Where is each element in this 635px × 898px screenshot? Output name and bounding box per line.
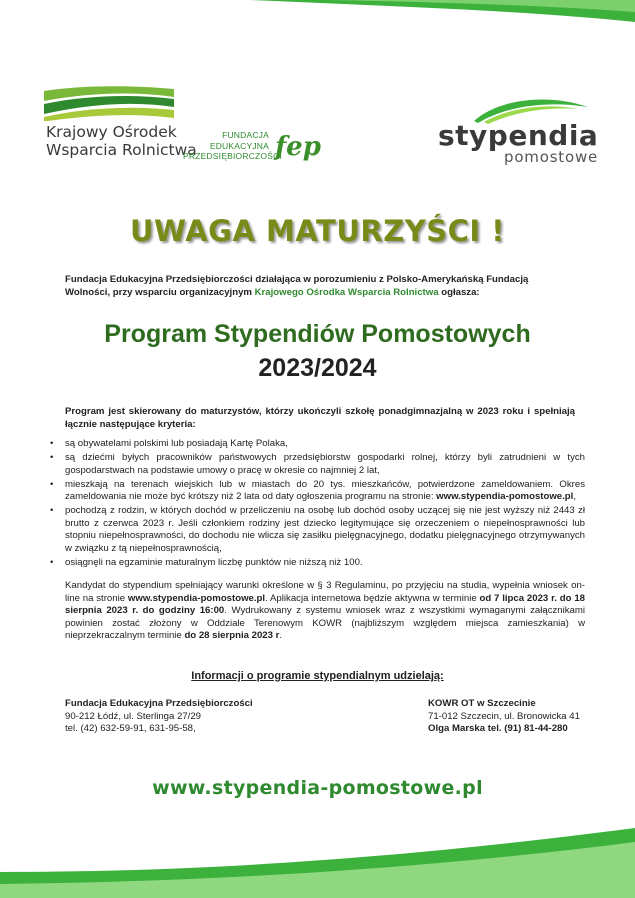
- bullet-icon: •: [50, 556, 54, 568]
- bullet-icon: •: [50, 505, 54, 516]
- contact-fep: [65, 698, 325, 736]
- kowr-logo: [42, 85, 197, 170]
- fep-logo: [183, 130, 333, 170]
- criteria-item: [48, 438, 585, 451]
- kowr-logo-line2: Wsparcia Rolnictwa: [46, 141, 197, 159]
- application-dates: od 7 lipca 2023 r. do 18 sierpnia 2023 r. do godziny 16:00: [65, 592, 585, 616]
- criteria-text: osiągnęli na egzaminie maturalnym liczbę punktów nie niższą niż 100.: [65, 556, 363, 568]
- application-paragraph: [65, 580, 585, 643]
- intro-text-2: ogłasza:: [438, 286, 480, 298]
- criteria-text: są dziećmi byłych pracowników państwowych przedsiębiorstw gospodarki rolnej, którzy byli zatrudnieni w tych gospodarstwach na podstawie umowy o pracę w okresie co najmniej 2 lat,: [65, 452, 585, 476]
- fep-logo-line1: FUNDACJA: [222, 130, 269, 140]
- bullet-icon: •: [50, 438, 54, 449]
- bullet-icon: •: [50, 478, 54, 490]
- program-title: Program Stypendiów Pomostowych: [104, 320, 531, 348]
- intro-org: Krajowego Ośrodka Wsparcia Rolnictwa: [254, 286, 439, 298]
- application-website-link[interactable]: www.stypendia-pomostowe.pl: [127, 592, 266, 604]
- criteria-text: pochodzą z rodzin, w których dochód w przeliczeniu na osobę lub dochód osoby uczącej się nie jest wyższy niż 2443 zł brutto z czerwca 2023 r. Jeśli członkiem rodziny jest dziecko legitymujące się orzeczeniem o niepełnosprawności lub stopniu niepełnosprawności, do dochodu nie wlicza się zasiłku pielęgnacyjnego, dodatku pielęgnacyjnego otrzymywanych w związku z tą niepełnosprawnością,: [65, 505, 585, 554]
- website-link[interactable]: www.stypendia-pomostowe.pl: [152, 777, 483, 799]
- application-deadline: do 28 sierpnia 2023 r: [184, 630, 280, 641]
- intro-text-1: Fundacja Edukacyjna Przedsiębiorczości działająca w porozumieniu z Polsko-Amerykańską Fundacją Wolności, przy wsparciu organizacyjnym: [65, 274, 529, 298]
- bottom-swoosh-light: [0, 842, 635, 898]
- criteria-list: [48, 438, 585, 571]
- criteria-text-end: ,: [573, 491, 576, 502]
- criteria-text: mieszkają na terenach wiejskich lub w miastach do 20 tys. mieszkańców, potwierdzone zameldowaniem. Okres zameldowania nie może być krótszy niż 2 lata od daty ogłoszenia programu na stronie:: [65, 478, 585, 502]
- kowr-logo-line1: Krajowy Ośrodek: [46, 123, 177, 141]
- headline: UWAGA MATURZYŚCI !: [129, 214, 506, 248]
- application-text-4: .: [279, 630, 283, 641]
- fep-logo-line3: PRZEDSIĘBIORCZOŚCI: [183, 151, 283, 161]
- stypendia-logo-word: stypendia: [438, 119, 599, 152]
- contact-kowr-address: 71-012 Szczecin, ul. Bronowicka 41: [428, 710, 580, 722]
- kowr-fields-icon: [42, 85, 182, 121]
- criteria-item: [48, 479, 585, 504]
- pomostowe-logo-word: pomostowe: [504, 148, 599, 166]
- fep-mark: fep: [275, 132, 321, 162]
- intro-paragraph: [65, 274, 575, 299]
- contact-fep-phone: tel. (42) 632-59-91, 631-95-58,: [65, 723, 196, 734]
- top-swoosh-light: [330, 0, 635, 12]
- criteria-item: [48, 557, 585, 570]
- contact-kowr-name: KOWR OT w Szczecinie: [428, 698, 536, 709]
- application-text-1: Kandydat do stypendium spełniający warunki określone w § 3 Regulaminu, po przyjęciu na studia, wypełnia wniosek on-line na stronie: [65, 580, 585, 604]
- top-swoosh: [250, 0, 635, 22]
- application-text-2: . Aplikacja internetowa będzie aktywna w terminie: [265, 592, 480, 604]
- criteria-lead: Program jest skierowany do maturzystów, którzy ukończyli szkołę ponadgimnazjalną w 2023 roku i spełniają łącznie następujące kryteria:: [65, 406, 575, 430]
- contact-kowr: [428, 698, 608, 736]
- criteria-item: [48, 505, 585, 555]
- criteria-website-link[interactable]: www.stypendia-pomostowe.pl: [436, 491, 574, 502]
- info-heading: Informacji o programie stypendialnym udzielają:: [191, 670, 444, 682]
- criteria-item: [48, 452, 585, 477]
- application-text-3: . Wydrukowany z systemu wniosek wraz z wszystkimi wymaganymi załącznikami powinien zostać złożony w Oddziale Terenowym KOWR (najbliższym względem miejsca zamieszkania) w nieprzekraczalnym terminie: [65, 605, 586, 641]
- stypendia-pomostowe-logo: [438, 95, 603, 170]
- contact-fep-name: Fundacja Edukacyjna Przedsiębiorczości: [65, 698, 253, 709]
- contact-fep-address: 90-212 Łódź, ul. Sterlinga 27/29: [65, 710, 202, 722]
- contact-kowr-phone: Olga Marska tel. (91) 81-44-280: [428, 723, 568, 734]
- bottom-swoosh: [0, 828, 635, 898]
- bullet-icon: •: [50, 452, 54, 463]
- fep-logo-line2: EDUKACYJNA: [209, 140, 269, 151]
- program-year: 2023/2024: [258, 354, 377, 382]
- criteria-text: są obywatelami polskimi lub posiadają Kartę Polaka,: [65, 438, 288, 449]
